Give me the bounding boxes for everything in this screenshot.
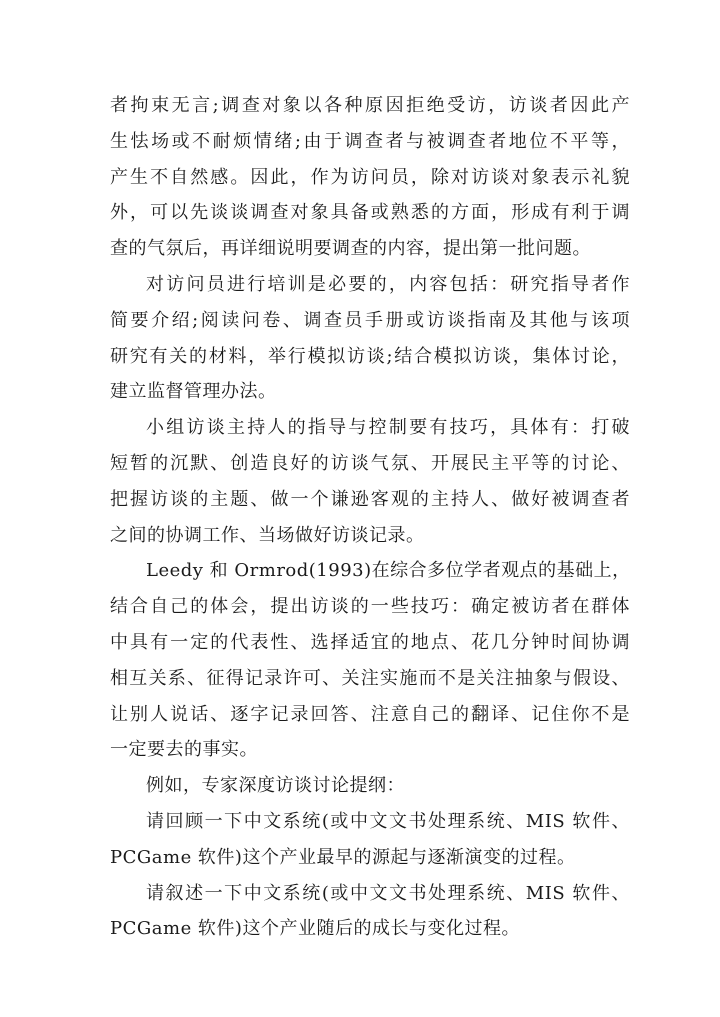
text-line: 生怯场或不耐烦情绪;由于调查者与被调查者地位不平等，	[110, 130, 630, 152]
text-line: 把握访谈的主题、做一个谦逊客观的主持人、做好被调查者	[110, 488, 630, 510]
text-line: 外，可以先谈谈调查对象具备或熟悉的方面，形成有利于调	[110, 202, 630, 224]
text-line: 结合自己的体会，提出访谈的一些技巧：确定被访者在群体	[110, 596, 630, 618]
text-line: PCGame 软件)这个产业随后的成长与变化过程。	[110, 918, 520, 940]
text-line: 相互关系、征得记录许可、关注实施而不是关注抽象与假设、	[110, 667, 630, 689]
text-line: 一定要去的事实。	[110, 739, 258, 761]
text-line: 中具有一定的代表性、选择适宜的地点、花几分钟时间协调	[110, 631, 630, 653]
text-line: 短暂的沉默、创造良好的访谈气氛、开展民主平等的讨论、	[110, 452, 630, 474]
text-line: 建立监督管理办法。	[110, 381, 277, 403]
text-line: 查的气氛后，再详细说明要调查的内容，提出第一批问题。	[110, 238, 591, 260]
text-line: 对访问员进行培训是必要的，内容包括：研究指导者作	[146, 273, 630, 295]
text-line: 之间的协调工作、当场做好访谈记录。	[110, 524, 425, 546]
text-line: 小组访谈主持人的指导与控制要有技巧，具体有：打破	[146, 417, 630, 439]
text-line: 让别人说话、逐字记录回答、注意自己的翻译、记住你不是	[110, 703, 630, 725]
text-line: 产生不自然感。因此，作为访问员，除对访谈对象表示礼貌	[110, 166, 630, 188]
text-line: 请叙述一下中文系统(或中文文书处理系统、MIS 软件、	[146, 882, 630, 904]
text-line: 简要介绍;阅读问卷、调查员手册或访谈指南及其他与该项	[110, 309, 630, 331]
text-line: 请回顾一下中文系统(或中文文书处理系统、MIS 软件、	[146, 810, 630, 832]
text-line: 者拘束无言;调查对象以各种原因拒绝受访，访谈者因此产	[110, 95, 630, 116]
document-body	[110, 88, 630, 947]
text-line: Leedy 和 Ormrod(1993)在综合多位学者观点的基础上，	[146, 560, 631, 582]
text-line: PCGame 软件)这个产业最早的源起与逐渐演变的过程。	[110, 846, 576, 868]
text-line: 研究有关的材料，举行模拟访谈;结合模拟访谈，集体讨论，	[110, 345, 630, 367]
text-line: 例如，专家深度访谈讨论提纲：	[146, 775, 405, 797]
